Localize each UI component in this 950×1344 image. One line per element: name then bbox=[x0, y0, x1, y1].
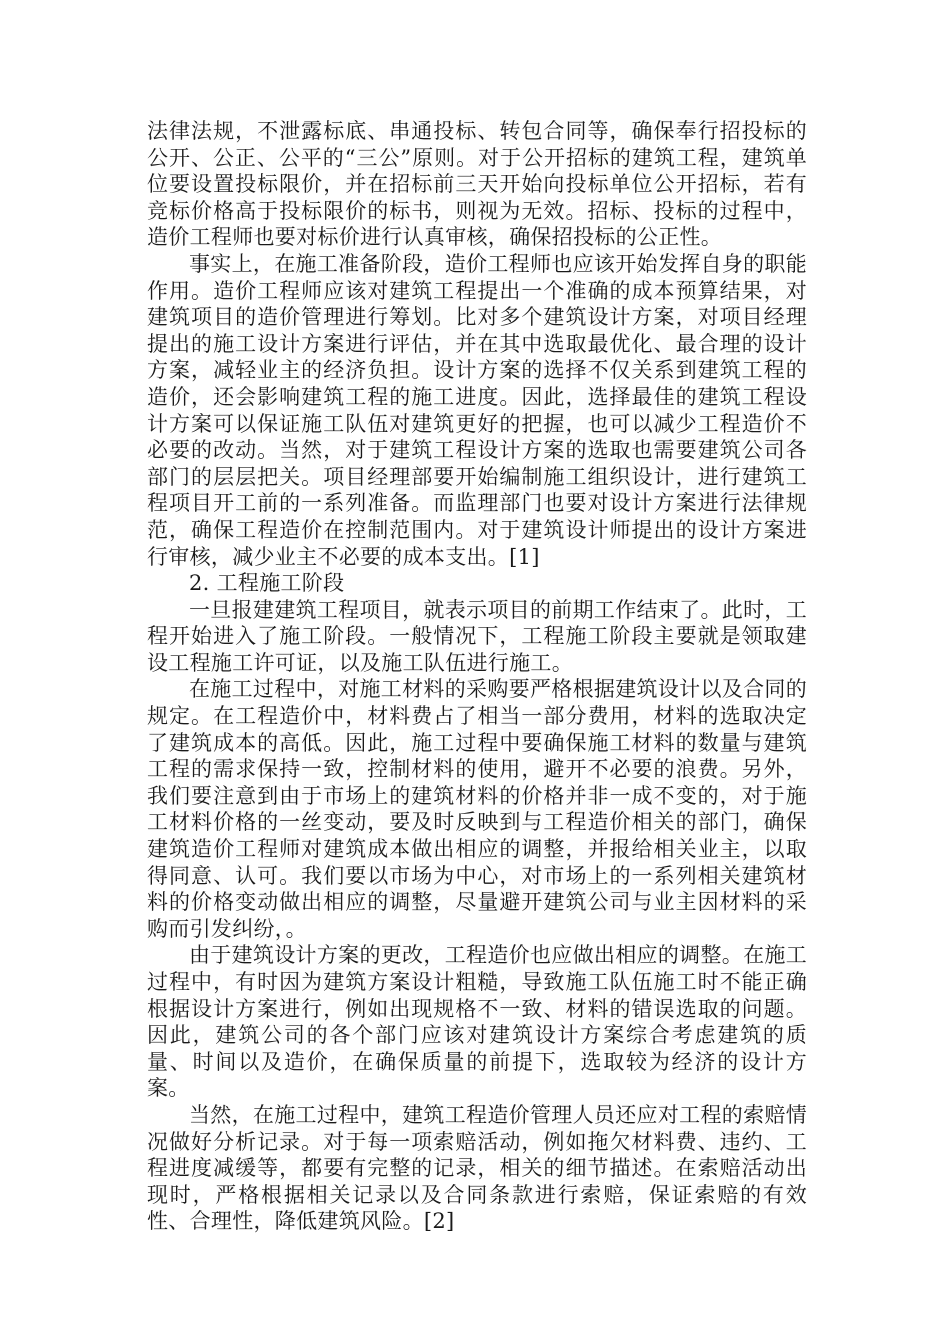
paragraph-design-changes: 由于建筑设计方案的更改，工程造价也应做出相应的调整。在施工过程中，有时因为建筑方案设计粗糙，导致施工队伍施工时不能正确根据设计方案进行，例如出现规格不一致、材料的错误选取的问题。因此，建筑公司的各个部门应该对建筑设计方案综合考虑建筑的质量、时间以及造价，在确保质量的前提下，选取较为经济的设计方案。 bbox=[147, 943, 807, 1101]
paragraph-bidding-regulations: 法律法规，不泄露标底、串通投标、转包合同等，确保奉行招投标的公开、公正、公平的“三公”原则。对于公开招标的建筑工程，建筑单位要设置投标限价，并在招标前三天开始向投标单位公开招标，若有竞标价格高于投标限价的标书，则视为无效。招标、投标的过程中，造价工程师也要对标价进行认真审核，确保招投标的公正性。 bbox=[147, 119, 807, 250]
paragraph-construction-start: 一旦报建建筑工程项目，就表示项目的前期工作结束了。此时，工程开始进入了施工阶段。一般情况下，工程施工阶段主要就是领取建设工程施工许可证，以及施工队伍进行施工。 bbox=[147, 597, 807, 675]
document-body bbox=[147, 118, 807, 1235]
paragraph-claims-records: 当然，在施工过程中，建筑工程造价管理人员还应对工程的索赔情况做好分析记录。对于每一项索赔活动，例如拖欠材料费、违约、工程进度减缓等，都要有完整的记录，相关的细节描述。在索赔活动出现时，严格根据相关记录以及合同条款进行索赔，保证索赔的有效性、合理性，降低建筑风险。[2] bbox=[147, 1102, 807, 1234]
section-heading-construction-stage: 2. 工程施工阶段 bbox=[189, 571, 345, 596]
paragraph-construction-preparation: 事实上，在施工准备阶段，造价工程师也应该开始发挥自身的职能作用。造价工程师应该对建筑工程提出一个准确的成本预算结果，对建筑项目的造价管理进行筹划。比对多个建筑设计方案，对项目经理提出的施工设计方案进行评估，并在其中选取最优化、最合理的设计方案，减轻业主的经济负担。设计方案的选择不仅关系到建筑工程的造价，还会影响建筑工程的施工进度。因此，选择最佳的建筑工程设计方案可以保证施工队伍对建筑更好的把握，也可以减少工程造价不必要的改动。当然，对于建筑工程设计方案的选取也需要建筑公司各部门的层层把关。项目经理部要开始编制施工组织设计，进行建筑工程项目开工前的一系列准备。而监理部门也要对设计方案进行法律规范，确保工程造价在控制范围内。对于建筑设计师提出的设计方案进行审核，减少业主不必要的成本支出。[1] bbox=[147, 251, 807, 569]
paragraph-material-procurement: 在施工过程中，对施工材料的采购要严格根据建筑设计以及合同的规定。在工程造价中，材料费占了相当一部分费用，材料的选取决定了建筑成本的高低。因此，施工过程中要确保施工材料的数量与建筑工程的需求保持一致，控制材料的使用，避开不必要的浪费。另外，我们要注意到由于市场上的建筑材料的价格并非一成不变的，对于施工材料价格的一丝变动，要及时反映到与工程造价相关的部门，确保建筑造价工程师对建筑成本做出相应的调整，并报给相关业主，以取得同意、认可。我们要以市场为中心，对市场上的一系列相关建筑材料的价格变动做出相应的调整，尽量避开建筑公司与业主因材料的采购而引发纠纷，。 bbox=[147, 677, 807, 941]
